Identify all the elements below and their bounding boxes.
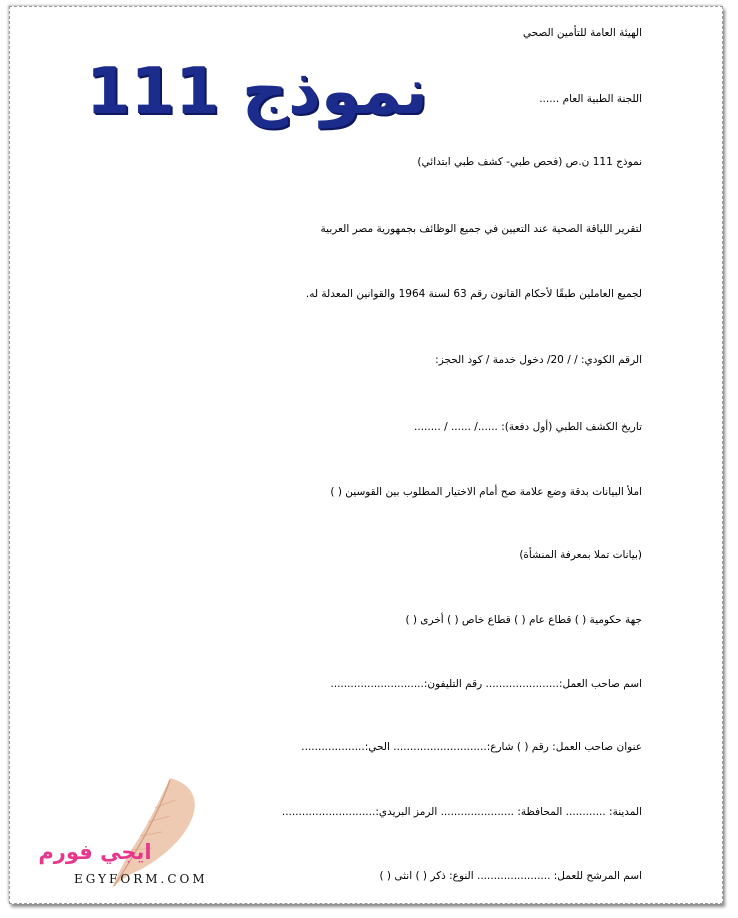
- sector-line: جهة حكومية ( ) قطاع عام ( ) قطاع خاص ( ) أخرى ( ): [405, 614, 642, 626]
- authority-heading: الهيئة العامة للتأمين الصحي: [522, 27, 642, 39]
- facility-note-line: (بيانات تملا بمعرفة المنشأة): [519, 549, 642, 561]
- form-name-line: نموذج 111 ن.ص (فحص طبي- كشف طبي ابتدائي): [417, 156, 642, 168]
- committee-line: اللجنة الطبية العام ......: [539, 93, 642, 105]
- purpose-line-1: لتقرير اللياقة الصحية عند التعيين في جميع الوظائف بجمهورية مصر العربية: [320, 223, 642, 235]
- instructions-line: املأ البيانات بدقة وضع علامة صح أمام الاختيار المطلوب بين القوسين ( ): [330, 486, 642, 498]
- city-line: المدينة: ............ المحافظة: ...................... الرمز البريدي:............................: [281, 806, 642, 818]
- employer-line: اسم صاحب العمل:...................... رقم التليفون:............................: [330, 678, 642, 690]
- candidate-line: اسم المرشح للعمل: ...................... النوع: ذكر ( ) انثى ( ): [379, 870, 642, 882]
- purpose-line-2: لجميع العاملين طبقًا لأحكام القانون رقم 63 لسنة 1964 والقوانين المعدلة له.: [305, 288, 642, 300]
- exam-date-line: تاريخ الكشف الطبي (أول دفعة): ....../ ...... / ........: [414, 421, 642, 433]
- egyform-logo-latin: EGYFORM.COM: [74, 872, 208, 886]
- code-line: الرقم الكودي: / / 20/ دخول خدمة / كود الحجز:: [435, 354, 642, 366]
- egyform-logo-arabic: ايجي فورم: [38, 840, 152, 864]
- form-big-title: نموذج 111: [86, 55, 428, 129]
- address-line: عنوان صاحب العمل: رقم ( ) شارع:............................ الحي:...................: [301, 741, 642, 753]
